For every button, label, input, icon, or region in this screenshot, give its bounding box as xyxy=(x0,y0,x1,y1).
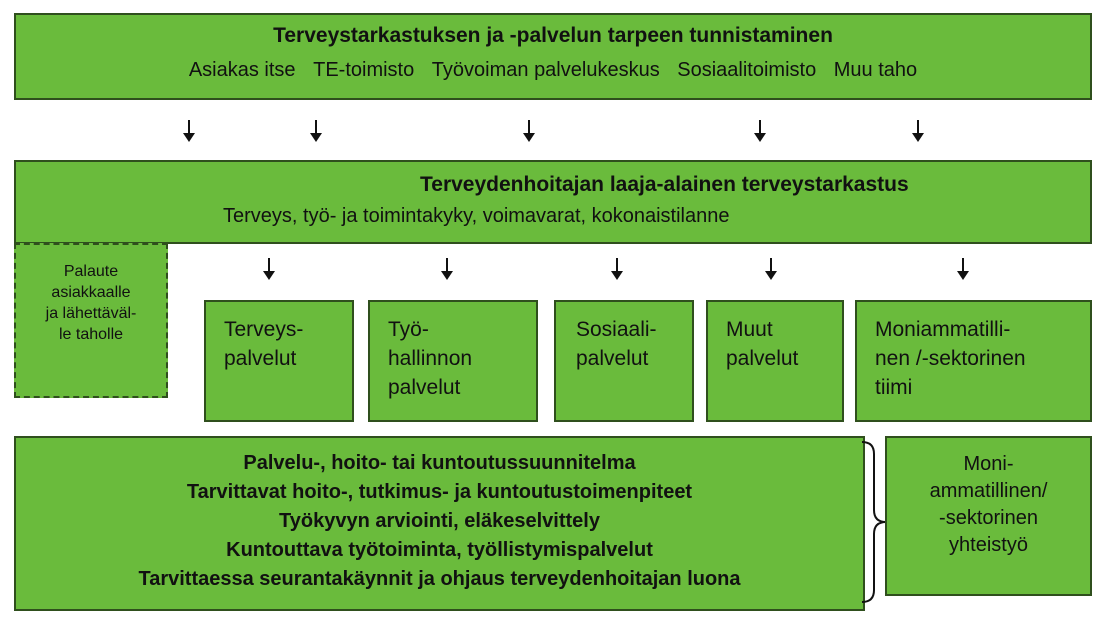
plan-line: Palvelu-, hoito- tai kuntoutussuunnitelma xyxy=(243,452,636,474)
source-social-office: Sosiaalitoimisto xyxy=(677,59,817,81)
source-client: Asiakas itse xyxy=(188,59,296,81)
service-line: palvelut xyxy=(576,347,649,370)
cooperation-line: -sektorinen xyxy=(939,507,1038,529)
service-box-multiprofessional-team xyxy=(855,300,1092,422)
down-arrow-icon xyxy=(440,258,454,280)
plan-line: Kuntouttava työtoiminta, työllistymispalvelut xyxy=(226,539,653,561)
plan-box xyxy=(14,436,865,611)
service-line: Muut xyxy=(726,318,773,341)
service-line: palvelut xyxy=(388,376,461,399)
feedback-line: Palaute xyxy=(63,263,119,280)
plan-line: Työkyvyn arviointi, eläkeselvittely xyxy=(279,510,600,532)
plan-line: Tarvittavat hoito-, tutkimus- ja kuntoutustoimenpiteet xyxy=(186,481,693,503)
down-arrow-icon xyxy=(753,120,767,142)
service-box-health xyxy=(204,300,354,422)
source-te-office: TE-toimisto xyxy=(313,59,415,81)
cooperation-line: Moni- xyxy=(963,453,1014,475)
source-other: Muu taho xyxy=(833,59,918,81)
feedback-line: asiakkaalle xyxy=(51,284,131,301)
source-labour-service-centre: Työvoiman palvelukeskus xyxy=(431,59,660,81)
service-line: Moniammatilli- xyxy=(875,318,1011,341)
down-arrow-icon xyxy=(610,258,624,280)
service-line: hallinnon xyxy=(388,347,473,370)
down-arrow-icon xyxy=(522,120,536,142)
health-check-title: Terveydenhoitajan laaja-alainen terveystarkastus xyxy=(420,173,909,196)
service-line: tiimi xyxy=(875,376,913,399)
plan-line: Tarvittaessa seurantakäynnit ja ohjaus terveydenhoitajan luona xyxy=(138,568,741,590)
down-arrow-icon xyxy=(911,120,925,142)
down-arrow-icon xyxy=(309,120,323,142)
service-box-social xyxy=(554,300,694,422)
down-arrow-icon xyxy=(764,258,778,280)
down-arrow-icon xyxy=(956,258,970,280)
service-box-other xyxy=(706,300,844,422)
service-line: nen /-sektorinen xyxy=(875,347,1026,370)
referral-sources xyxy=(16,59,1090,82)
down-arrow-icon xyxy=(262,258,276,280)
service-line: Sosiaali- xyxy=(576,318,657,341)
service-line: Työ- xyxy=(388,318,429,341)
cooperation-line: yhteistyö xyxy=(949,534,1028,556)
down-arrow-icon xyxy=(182,120,196,142)
health-check-box xyxy=(14,160,1092,244)
service-line: palvelut xyxy=(726,347,799,370)
feedback-box xyxy=(14,243,168,398)
service-box-employment xyxy=(368,300,538,422)
service-line: Terveys- xyxy=(224,318,304,341)
health-check-subtitle: Terveys, työ- ja toimintakyky, voimavarat, kokonaistilanne xyxy=(223,205,730,227)
cooperation-box xyxy=(885,436,1092,596)
identification-box xyxy=(14,13,1092,100)
cooperation-line: ammatillinen/ xyxy=(929,480,1048,502)
identification-title: Terveystarkastuksen ja -palvelun tarpeen tunnistaminen xyxy=(273,24,833,47)
service-line: palvelut xyxy=(224,347,297,370)
feedback-line: le taholle xyxy=(58,326,124,343)
feedback-line: ja lähettäväl- xyxy=(45,305,137,322)
